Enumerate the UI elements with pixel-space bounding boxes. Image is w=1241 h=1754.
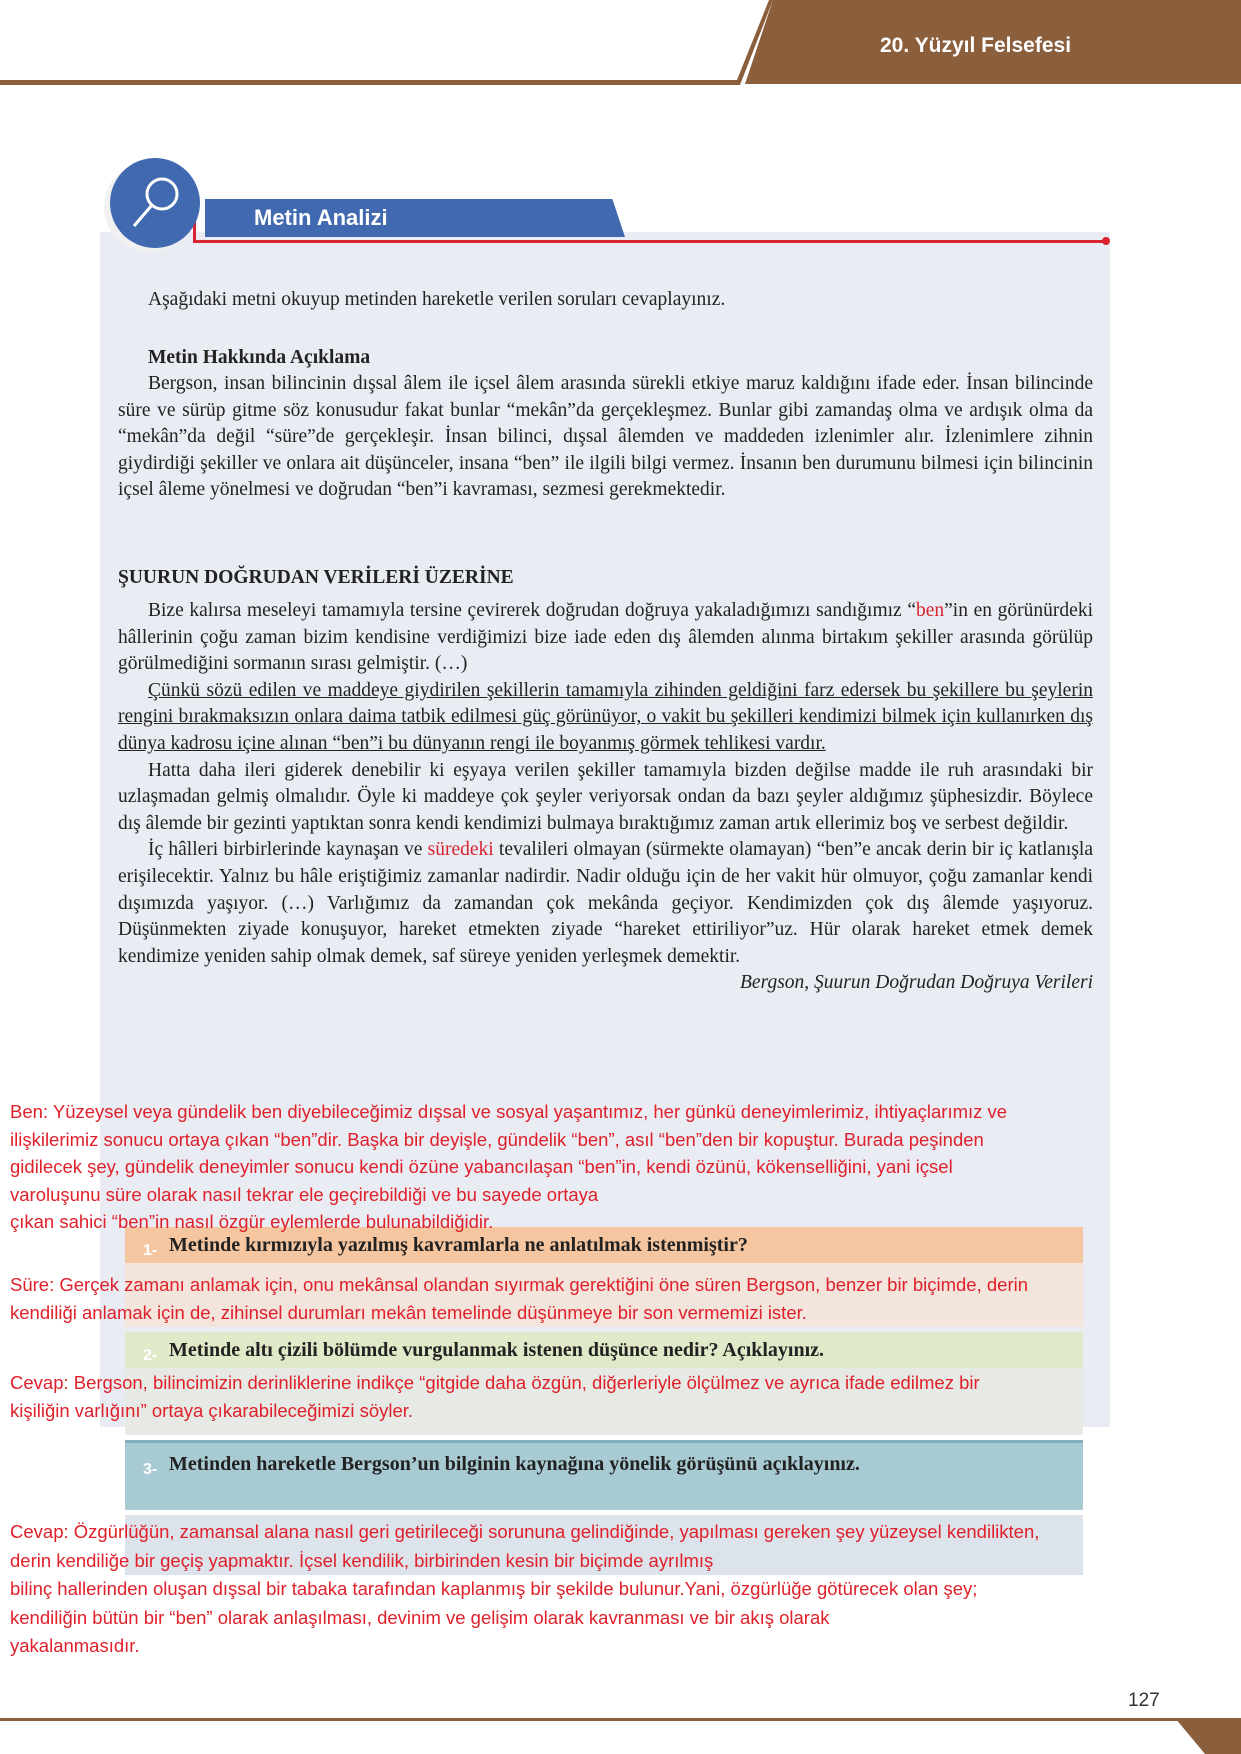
annotation-line: derin kendiliğe bir geçiş yapmaktır. İçsel kendilik, birbirinden kesin bir biçimde ayrılmış — [10, 1549, 714, 1571]
paragraph-4: İç hâlleri birbirlerinde kaynaşan ve — [148, 839, 428, 861]
annotation-line: ilişkilerimiz sonucu ortaya çıkan “ben”dir. Başka bir deyişle, gündelik “ben”, asıl “ben”den bir kopuştur. Burada peşinden — [10, 1128, 984, 1150]
main-text — [118, 598, 1093, 997]
red-term-ben: ben — [915, 600, 945, 621]
question-text: Metinden hareketle Bergson’un bilginin kaynağına yönelik görüşünü açıklayınız. — [169, 1453, 860, 1475]
question-number: 3- — [143, 1461, 158, 1478]
annotation-sure — [10, 1271, 1235, 1326]
question-text: Metinde altı çizili bölümde vurgulanmak istenen düşünce nedir? Açıklayınız. — [169, 1339, 825, 1361]
question-3 — [125, 1440, 1083, 1510]
annotation-line: Cevap: Bergson, bilincimizin derinliklerine indikçe “gitgide daha özgün, diğerleriyle ölçülmez ve ayrıca ifade edilmez bir — [10, 1372, 980, 1393]
annotation-line: kendiliği anlamak için de, zihinsel durumları mekân temelinde düşünmeye bir son vermemizi ister. — [10, 1301, 807, 1323]
red-term-sure: süredeki — [427, 839, 494, 861]
footer-corner — [1175, 1718, 1241, 1754]
divider — [195, 240, 1105, 243]
annotation-line: Süre: Gerçek zamanı anlamak için, onu mekânsal olandan sıyırmak gerektiğini öne süren Bergson, benzer bir biçimde, derin — [10, 1274, 1029, 1295]
annotation-line: Ben: Yüzeysel veya gündelik ben diyebileceğimiz dışsal ve sosyal yaşantımız, her günkü deneyimlerimiz, ihtiyaçlarımız ve — [10, 1101, 1008, 1122]
paragraph-4-cont: tevalileri olmayan (sürmekte olamayan) “ben”e ancak derin bir iç katlanışla erişilecektir. Yalnız bu hâle eriştiğimiz zamanlar nadirdir. Nadir olduğu için de her vakit hür olmuyor, çoğu zamanlar kendi dışımızda yaşıyor. (…) Varlığımız da zamandan çok mekânda geçiyor. Kendimizden çok dış âlemde yaşıyoruz. Düşünmekten ziyade konuşuyor, hareket etmekten ziyade “hareket ettiriliyor”uz. Hür olarak hareket etmek demek kendimize yeniden sahip olmak demek, saf süreye yeniden yerleşmek demektir. — [118, 839, 1093, 967]
answer-2 — [10, 1369, 1235, 1424]
answer-3 — [10, 1518, 1235, 1661]
paragraph-1: Bize kalırsa meseleyi tamamıyla tersine çevirerek doğrudan doğruya yakaladığımızı sandığımız “ — [148, 600, 916, 621]
annotation-line: gidilecek şey, gündelik deneyimler sonucu kendi özüne yabancılaşan “ben”in, kendi özünü, kökenselliğini, yani içsel — [10, 1156, 953, 1177]
annotation-line: kendiliğin bütün bir “ben” olarak anlaşılması, devinim ve gelişim olarak kavranması ve bir akış olarak — [10, 1606, 830, 1628]
underlined-paragraph: Çünkü sözü edilen ve maddeye giydirilen şekillerin tamamıyla zihinden geldiğini farz edersek bu şekillere bu şeylerin rengini bırakmaksızın onlara daima tatbik edilmesi güç görünüyor, o vakit bu şekilleri kendimizi bilmek için kullanırken dış dünya kadrosu içine alınan “ben”i bu dünyanın rengi ile boyanmış görmek tehlikesi vardır. — [118, 679, 1093, 754]
question-text: Metinde kırmızıyla yazılmış kavramlarla ne anlatılmak istenmiştir? — [169, 1234, 748, 1256]
annotation-line: Cevap: Özgürlüğün, zamansal alana nasıl geri getirileceği sorununa gelindiğinde, yapılması gereken şey yüzeysel kendilikten, — [10, 1521, 1040, 1542]
about-heading: Metin Hakkında Açıklama — [148, 347, 371, 368]
annotation-line: yakalanmasıdır. — [10, 1635, 140, 1656]
paragraph-3: Hatta daha ileri giderek denebilir ki eşyaya verilen şekiller tamamıyla bizden değilse madde ile ruh arasındaki bir uzlaşmadan gelmiş olmalıdır. Öyle ki maddeye çok şeyler veriyorsak ondan da bazı şeyler aldığımız şüphesizdir. Böylece dış âlemde bir gezinti yaptıktan sonra kendi kendimizi bulmaya bıraktığımız zaman artık ellerimiz boş ve serbest değildir. — [118, 759, 1093, 834]
annotation-line: varoluşunu süre olarak nasıl tekrar ele geçirebildiği ve bu sayede ortaya — [10, 1183, 599, 1205]
question-number: 1- — [143, 1242, 158, 1259]
magnifier-icon — [110, 158, 200, 248]
question-2 — [125, 1332, 1083, 1368]
annotation-line: bilinç hallerinden oluşan dışsal bir tabaka tarafından kaplanmış bir şekilde bulunur.Yani, özgürlüğe götürecek olan şey; — [10, 1578, 978, 1599]
header-rule — [0, 80, 740, 85]
intro-text: Aşağıdaki metni okuyup metinden hareketle verilen soruları cevaplayınız. — [148, 289, 726, 310]
about-text: Bergson, insan bilincinin dışsal âlem ile içsel âlem arasında sürekli etkiye maruz kaldığını ifade eder. İnsan bilincinde süre ve sürüp gitme söz konusudur fakat bunlar “mekân”da gerçekleşmez. Bunlar gibi zamandaş olma ve ardışık olma da “mekân”da değil “süre”de gerçekleşir. İnsan bilinci, dışsal âlemden ve maddeden izlenimler alır. İzlenimlere zihnin giydirdiği şekiller ve onlara ait düşünceler, insana “ben” ile ilgili bilgi vermez. İnsanın ben durumunu bilmesi için bilincinin içsel âleme yönelmesi ve doğrudan “ben”i kavraması, sezmesi gerekmektedir. — [118, 373, 1093, 501]
section-title: Metin Analizi — [254, 205, 388, 230]
divider-dot — [1102, 237, 1110, 245]
source-citation: Bergson, Şuurun Doğrudan Doğruya Verileri — [740, 972, 1093, 994]
text-heading: ŞUURUN DOĞRUDAN VERİLERİ ÜZERİNE — [118, 567, 514, 588]
annotation-line: kişiliğin varlığını” ortaya çıkarabileceğimizi söyler. — [10, 1399, 414, 1421]
annotation-line: çıkan sahici “ben”in nasıl özgür eylemlerde bulunabildiğidir. — [10, 1211, 494, 1232]
paragraph-1-cont: ”in en görünürdeki hâllerinin çoğu zaman bizim kendisine verdiğimizi bize iade eden dış âlemden alınma birtakım şekiller arasında görülüp görülmediğini sormanın sırası gelmiştir. (…) — [118, 600, 1093, 675]
page-number: 127 — [1128, 1690, 1160, 1711]
chapter-title: 20. Yüzyıl Felsefesi — [880, 34, 1072, 57]
question-number: 2- — [143, 1347, 158, 1364]
annotation-ben — [10, 1098, 1235, 1236]
footer-rule — [0, 1718, 1180, 1721]
